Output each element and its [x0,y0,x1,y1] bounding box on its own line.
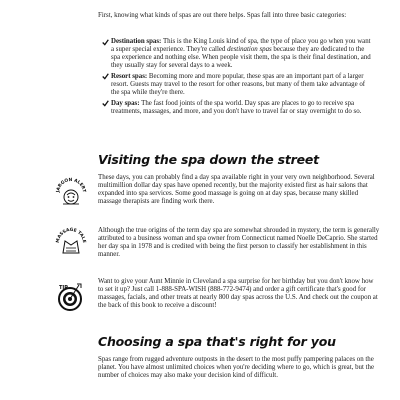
checkmark-icon [102,100,109,107]
jargon-alert-label: JARGON ALERT [55,177,87,193]
list-item [104,100,372,116]
intro-paragraph: First, knowing what kinds of spas are out there helps. Spas fall into three basic categories: [98,12,347,19]
spa-category-list [104,38,372,119]
section-heading-visiting: Visiting the spa down the street [98,152,319,167]
bullet-term: Day spas: [111,99,140,107]
gift-certificate-tip-paragraph: Want to give your Aunt Minnie in Cleveland a spa surprise for her birthday but you don't know how to set it up? Just call 1-888-SPA-WISH (888-772-9474) and order a gift certificate that's good for massages, facials, and other treats at nearly 800 day spas across the U.S. And check out the coupon at the back of this book to receive a discount! [98,278,378,310]
list-item [104,38,372,70]
checkmark-icon [102,39,109,46]
checkmark-icon [102,73,109,80]
bullet-term: Destination spas: [111,38,162,45]
bullet-term: Resort spas: [111,72,148,80]
day-spa-paragraph: These days, you can probably find a day spa available right in your very own neighborhood. Several multimillion dollar day spas have opened recently, but the majority existed first as hair salons that expanded into spa services. Some good massage is going on at day spas, because many skilled massage therapists are finding work there. [98,174,375,206]
bullet-text: This is the King Louis kind of spa, the type of place you go when you want a super special experience. They're called [111,38,371,54]
jargon-alert-icon [54,176,88,210]
bullet-text: Becoming more and more popular, these spas are an important part of a larger resort. Guests may travel to the resort for other reasons, but many of them take advantage of the spa while they're there. [111,72,366,97]
section-heading-choosing: Choosing a spa that's right for you [98,334,336,349]
massage-tale-label: MASSAGE TALE [55,227,87,244]
bullet-emphasis: destination spas [227,46,272,54]
tip-target-icon [55,282,85,312]
svg-text:MASSAGE TALE [55,227,87,243]
massage-tale-icon [54,226,88,260]
bullet-text: because they are dedicated to the spa experience and nothing else. When people visit them, the spa is their final destination, and they usually stay for several days to a week. [111,46,371,70]
tip-label: TIP [59,285,68,291]
bullet-text: The fast food joints of the spa world. Day spas are places to go to receive spa treatments, massages, and more, and you don't have to travel far or stay overnight to do so. [111,99,362,115]
list-item [104,73,372,97]
day-spa-origin-paragraph: Although the true origins of the term day spa are somewhat shrouded in mystery, the term is generally attributed to a business woman and spa owner from Connecticut named Noelle DeCaprio. She started her day spa in 1978 and is credited with being the first person to classify her establishment in this manner. [98,227,380,259]
choosing-spa-paragraph: Spas range from rugged adventure outposts in the desert to the most puffy pampering palaces on the planet. You have almost unlimited choices when you're deciding where to go, which is great, but the number of choices may also make your decision kind of difficult. [98,356,375,380]
